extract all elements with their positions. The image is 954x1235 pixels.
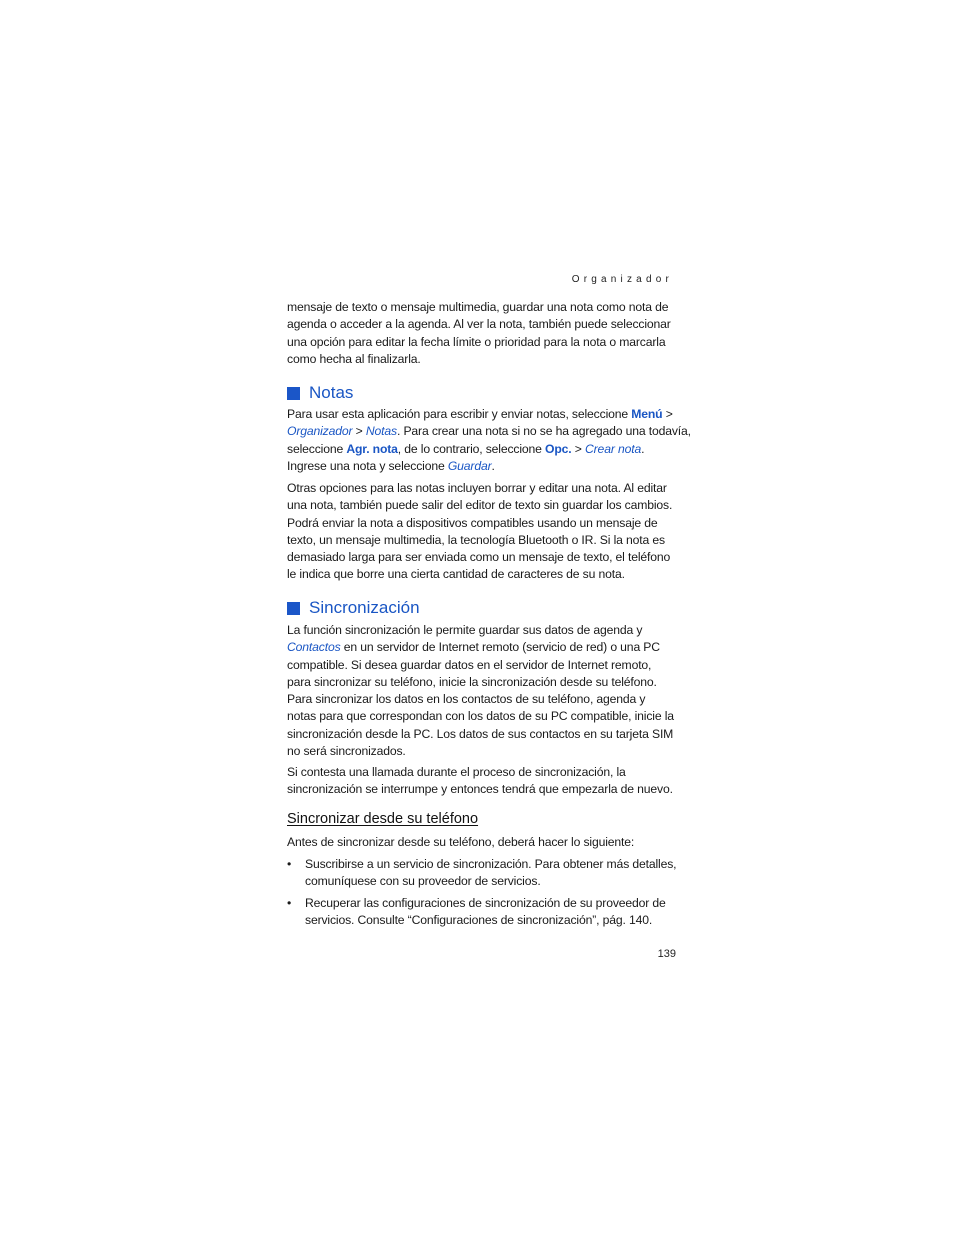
notas-paragraph-1: [287, 406, 691, 475]
text-line: le indica que borre una cierta cantidad de caracteres de su nota.: [287, 567, 625, 582]
text-run: seleccione: [287, 441, 347, 456]
page-number: 139: [657, 948, 676, 960]
intro-paragraph: [287, 299, 671, 368]
text-line: texto, un mensaje multimedia, la tecnología Bluetooth o IR. Si la nota es: [287, 532, 665, 547]
text-line: comuníquese con su proveedor de servicios.: [305, 874, 541, 889]
notas-paragraph-2: [287, 480, 672, 584]
text-line: Suscribirse a un servicio de sincronización. Para obtener más detalles,: [305, 857, 677, 871]
list-item: [287, 895, 666, 930]
bullet-text: [305, 895, 666, 930]
notas-heading-text: Notas: [309, 383, 354, 402]
text-run: .: [641, 441, 645, 456]
sincronizacion-paragraph-3: [287, 834, 634, 851]
text-run: . Para crear una nota si no se ha agregado una todavía,: [396, 424, 691, 439]
text-line: Podrá enviar la nota a dispositivos compatibles usando un mensaje de: [287, 515, 658, 530]
bullet-icon: •: [287, 896, 292, 910]
text-line: no será sincronizados.: [287, 744, 406, 759]
text-line: Antes de sincronizar desde su teléfono, deberá hacer lo siguiente:: [287, 835, 635, 849]
text-line: compatible. Si desea guardar datos en el servidor de Internet remoto,: [287, 657, 652, 672]
text-line: [287, 639, 674, 656]
text-line: La función sincronización le permite guardar sus datos de agenda y: [287, 623, 643, 637]
text-line: sincronización desde la PC. Los datos de sus contactos en su tarjeta SIM: [287, 726, 674, 741]
text-line: agenda o acceder a la agenda. Al ver la nota, también puede seleccionar: [287, 317, 671, 332]
text-run: Para usar esta aplicación para escribir y enviar notas, seleccione: [287, 407, 632, 421]
text-line: notas para que correspondan con los datos de su PC compatible, inicie la: [287, 709, 674, 724]
text-run: .: [491, 458, 495, 473]
section-square-icon: [287, 602, 300, 615]
text-run: en un servidor de Internet remoto (servicio de red) o una PC: [340, 640, 660, 655]
bullet-item: [287, 856, 676, 891]
menu-link-guardar: Guardar: [447, 458, 492, 473]
text-line: [287, 406, 691, 423]
notas-heading: [287, 383, 353, 403]
list-item: [287, 856, 676, 891]
text-line: demasiado larga para ser enviada como un mensaje de texto, el teléfono: [287, 550, 671, 565]
text-line: mensaje de texto o mensaje multimedia, guardar una nota como nota de: [287, 300, 669, 314]
running-header: Organizador: [571, 274, 673, 285]
menu-link-notas: Notas: [365, 424, 397, 439]
menu-link-organizador: Organizador: [287, 424, 353, 439]
sincronizar-subheading: Sincronizar desde su teléfono: [287, 811, 479, 827]
text-line: como hecha al finalizarla.: [287, 351, 421, 366]
sincronizacion-paragraph-1: [287, 622, 674, 760]
text-line: Otras opciones para las notas incluyen borrar y editar una nota. Al editar: [287, 481, 667, 495]
menu-link-opc: Opc.: [545, 441, 572, 456]
text-line: para sincronizar su teléfono, inicie la sincronización desde su teléfono.: [287, 674, 657, 689]
separator: >: [571, 441, 585, 456]
sincronizacion-paragraph-2: [287, 764, 673, 799]
text-line: sincronización se interrumpe y entonces tendrá que empezarla de nuevo.: [287, 782, 673, 797]
text-line: una nota, también puede salir del editor de texto sin guardar los cambios.: [287, 498, 673, 513]
bullet-item: [287, 895, 666, 930]
text-line: una opción para editar la fecha límite o prioridad para la nota o marcarla: [287, 334, 666, 349]
menu-link-menu: Menú: [631, 407, 663, 421]
bullet-icon: •: [287, 857, 292, 871]
separator: >: [662, 407, 673, 421]
menu-link-contactos: Contactos: [287, 640, 341, 655]
separator: >: [352, 424, 366, 439]
text-line: Recuperar las configuraciones de sincronización de su proveedor de: [305, 896, 666, 910]
text-line: Si contesta una llamada durante el proceso de sincronización, la: [287, 765, 626, 779]
text-line: Para sincronizar los datos en los contactos de su teléfono, agenda y: [287, 692, 646, 707]
text-line: [287, 423, 691, 440]
sincronizacion-heading-text: Sincronización: [309, 598, 420, 617]
text-line: [287, 458, 691, 475]
text-run: Ingrese una nota y seleccione: [287, 458, 448, 473]
text-run: , de lo contrario, seleccione: [397, 441, 546, 456]
menu-link-agr-nota: Agr. nota: [346, 441, 398, 456]
sincronizacion-heading: [287, 598, 420, 618]
section-square-icon: [287, 387, 300, 400]
text-line: servicios. Consulte “Configuraciones de sincronización”, pág. 140.: [305, 913, 653, 928]
text-line: [287, 441, 691, 458]
bullet-text: [305, 856, 676, 891]
menu-link-crear-nota: Crear nota: [585, 441, 642, 456]
